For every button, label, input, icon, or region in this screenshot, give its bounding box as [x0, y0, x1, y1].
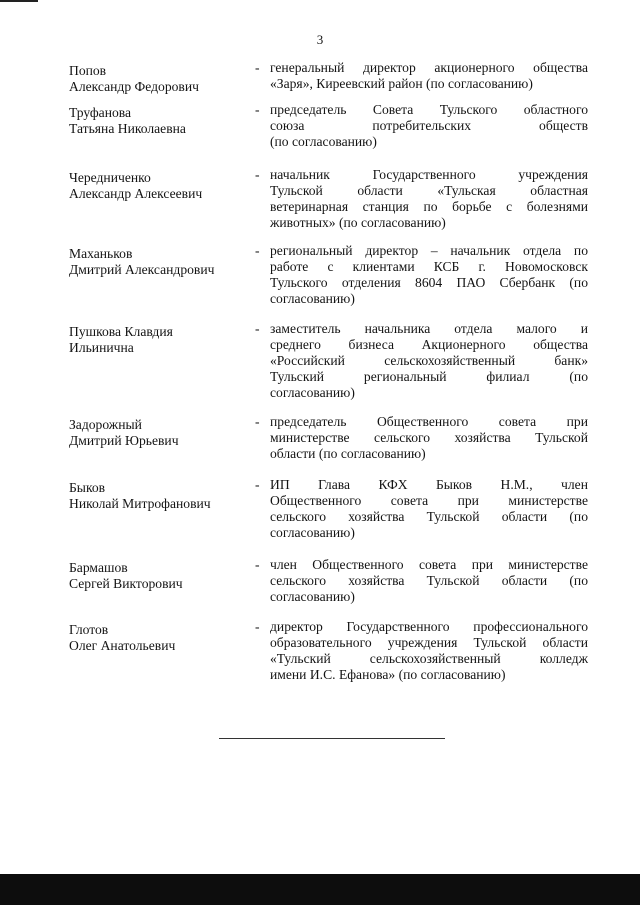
member-surname: Чередниченко — [69, 170, 151, 185]
member-name — [69, 324, 249, 356]
role-line: член Общественного совета при министерстве — [270, 557, 588, 572]
role-line: Тульский региональный филиал (по — [270, 369, 588, 384]
role-line: директор Государственного профессионального — [270, 619, 588, 634]
role-line: «Тульский сельскохозяйственный колледж — [270, 651, 588, 666]
member-name — [69, 622, 249, 654]
entry-dash: - — [255, 60, 260, 75]
member-role — [270, 243, 588, 307]
entry-dash: - — [255, 477, 260, 492]
role-line: согласованию) — [270, 385, 355, 400]
member-surname: Труфанова — [69, 105, 132, 120]
member-name — [69, 480, 249, 512]
member-role — [270, 102, 588, 150]
member-given-names: Дмитрий Александрович — [69, 262, 215, 277]
member-surname: Глотов — [69, 622, 109, 637]
entry-dash: - — [255, 557, 260, 572]
member-surname: Попов — [69, 63, 107, 78]
member-role — [270, 321, 588, 401]
entry-dash: - — [255, 619, 260, 634]
member-surname: Быков — [69, 480, 106, 495]
member-surname: Бармашов — [69, 560, 128, 575]
role-line: председатель Совета Тульского областного — [270, 102, 588, 117]
role-line: согласованию) — [270, 589, 355, 604]
scan-bottom-band — [0, 874, 640, 905]
end-of-list-rule — [219, 738, 445, 739]
role-line: заместитель начальника отдела малого и — [270, 321, 588, 336]
role-line: ИП Глава КФХ Быков Н.М., член — [270, 477, 588, 492]
entry-dash: - — [255, 102, 260, 117]
member-given-names: Николай Митрофанович — [69, 496, 211, 511]
role-line: министерстве сельского хозяйства Тульской — [270, 430, 588, 445]
member-role — [270, 619, 588, 683]
member-name — [69, 246, 249, 278]
role-line: образовательного учреждения Тульской области — [270, 635, 588, 650]
role-line: председатель Общественного совета при — [270, 414, 588, 429]
role-line: согласованию) — [270, 291, 355, 306]
role-line: Тульского отделения 8604 ПАО Сбербанк (по — [270, 275, 588, 290]
member-name — [69, 170, 249, 202]
role-line: региональный директор – начальник отдела по — [270, 243, 588, 258]
role-line: области (по согласованию) — [270, 446, 426, 461]
member-given-names: Ильинична — [69, 340, 134, 355]
role-line: сельского хозяйства Тульской области (по — [270, 509, 588, 524]
member-name — [69, 63, 249, 95]
member-given-names: Татьяна Николаевна — [69, 121, 186, 136]
scan-top-line — [0, 0, 38, 2]
member-role — [270, 414, 588, 462]
member-role — [270, 557, 588, 605]
entry-dash: - — [255, 167, 260, 182]
entry-dash: - — [255, 321, 260, 336]
member-role — [270, 167, 588, 231]
role-line: имени И.С. Ефанова» (по согласованию) — [270, 667, 506, 682]
member-given-names: Сергей Викторович — [69, 576, 183, 591]
member-surname: Маханьков — [69, 246, 133, 261]
role-line: согласованию) — [270, 525, 355, 540]
role-line: ветеринарная станция по борьбе с болезнями — [270, 199, 588, 214]
role-line: союза потребительских обществ — [270, 118, 588, 133]
role-line: «Заря», Киреевский район (по согласованию) — [270, 76, 533, 91]
role-line: генеральный директор акционерного общества — [270, 60, 588, 75]
member-role — [270, 477, 588, 541]
member-name — [69, 560, 249, 592]
role-line: начальник Государственного учреждения — [270, 167, 588, 182]
page-number: 3 — [316, 32, 324, 47]
member-name — [69, 417, 249, 449]
entry-dash: - — [255, 414, 260, 429]
member-given-names: Дмитрий Юрьевич — [69, 433, 179, 448]
role-line: сельского хозяйства Тульской области (по — [270, 573, 588, 588]
role-line: Общественного совета при министерстве — [270, 493, 588, 508]
role-line: (по согласованию) — [270, 134, 377, 149]
entry-dash: - — [255, 243, 260, 258]
role-line: работе с клиентами КСБ г. Новомосковск — [270, 259, 588, 274]
role-line: животных» (по согласованию) — [270, 215, 446, 230]
role-line: «Российский сельскохозяйственный банк» — [270, 353, 588, 368]
member-name — [69, 105, 249, 137]
member-given-names: Олег Анатольевич — [69, 638, 176, 653]
member-surname: Пушкова Клавдия — [69, 324, 173, 339]
role-line: Тульской области «Тульская областная — [270, 183, 588, 198]
role-line: среднего бизнеса Акционерного общества — [270, 337, 588, 352]
member-role — [270, 60, 588, 92]
member-given-names: Александр Алексеевич — [69, 186, 203, 201]
member-given-names: Александр Федорович — [69, 79, 199, 94]
member-surname: Задорожный — [69, 417, 142, 432]
